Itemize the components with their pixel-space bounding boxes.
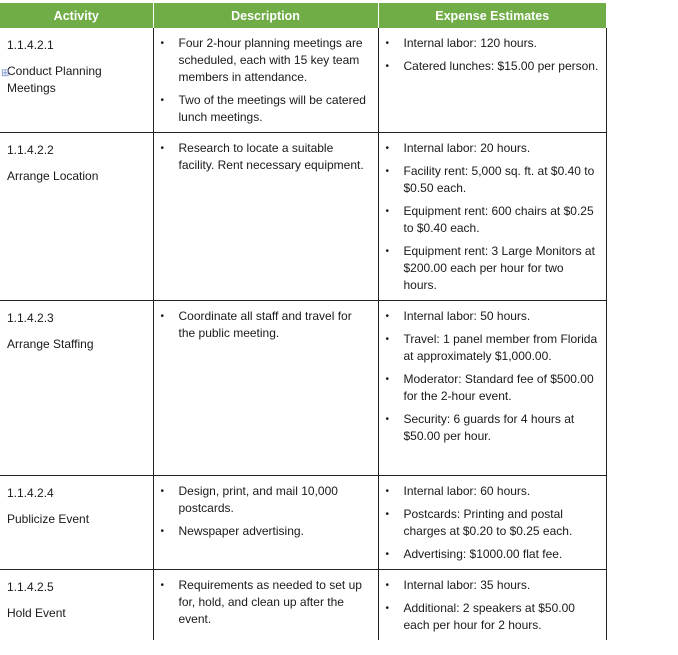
activity-code: 1.1.4.2.5 <box>7 580 54 594</box>
bullet-dot-icon: • <box>385 374 390 385</box>
description-item <box>154 483 372 517</box>
header-expense-estimates: Expense Estimates <box>378 3 606 28</box>
activity-name: Publicize Event <box>7 512 90 526</box>
description-cell-list <box>154 133 378 174</box>
activity-code: 1.1.4.2.2 <box>7 143 54 157</box>
expense-cell-list <box>379 28 606 75</box>
expense-item-text: Internal labor: 60 hours. <box>403 484 531 498</box>
description-cell <box>153 133 378 301</box>
expense-item <box>379 546 600 563</box>
expense-item-text: Facility rent: 5,000 sq. ft. at $0.40 to $0.50 each. <box>403 164 595 195</box>
description-cell <box>153 570 378 641</box>
bullet-dot-icon: • <box>385 334 390 345</box>
activity-code: 1.1.4.2.1 <box>7 38 54 52</box>
bullet-dot-icon: • <box>160 143 165 154</box>
expense-item-text: Travel: 1 panel member from Florida at approximately $1,000.00. <box>403 332 598 363</box>
description-cell-list <box>154 476 378 540</box>
description-item <box>154 308 372 342</box>
header-activity: Activity <box>0 3 153 28</box>
expense-cell <box>378 301 606 476</box>
expense-cell <box>378 570 606 641</box>
description-item-text: Four 2-hour planning meetings are scheduled, each with 15 key team members in attendance. <box>178 36 363 84</box>
description-cell <box>153 28 378 133</box>
description-item-text: Newspaper advertising. <box>178 524 304 538</box>
table-row <box>0 133 606 301</box>
expense-item-text: Security: 6 guards for 4 hours at $50.00 per hour. <box>403 412 575 443</box>
bullet-dot-icon: • <box>160 526 165 537</box>
table-row <box>0 570 606 641</box>
bullet-dot-icon: • <box>160 95 165 106</box>
expense-item-text: Additional: 2 speakers at $50.00 each per hour for 2 hours. <box>403 601 575 632</box>
activity-name: Arrange Staffing <box>7 337 94 351</box>
table-body <box>0 28 606 640</box>
description-item-text: Coordinate all staff and travel for the public meeting. <box>178 309 352 340</box>
activity-code: 1.1.4.2.3 <box>7 311 54 325</box>
activity-cell <box>0 28 153 133</box>
expense-item <box>379 140 600 157</box>
expense-item <box>379 308 600 325</box>
expense-table <box>0 3 607 640</box>
table-anchor-icon[interactable]: ⊞ <box>1 68 10 79</box>
expense-item-text: Internal labor: 50 hours. <box>403 309 531 323</box>
expense-item <box>379 411 600 445</box>
bullet-dot-icon: • <box>385 166 390 177</box>
expense-item <box>379 58 600 75</box>
bullet-dot-icon: • <box>385 311 390 322</box>
description-item-text: Requirements as needed to set up for, hold, and clean up after the event. <box>178 578 362 626</box>
bullet-dot-icon: • <box>385 61 390 72</box>
bullet-dot-icon: • <box>385 143 390 154</box>
expense-item <box>379 483 600 500</box>
expense-item-text: Equipment rent: 3 Large Monitors at $200.00 each per hour for two hours. <box>403 244 595 292</box>
bullet-dot-icon: • <box>160 38 165 49</box>
activity-cell <box>0 301 153 476</box>
expense-cell <box>378 476 606 570</box>
description-item <box>154 523 372 540</box>
activity-cell <box>0 133 153 301</box>
header-description: Description <box>153 3 378 28</box>
expense-item <box>379 577 600 594</box>
expense-item <box>379 163 600 197</box>
activity-name: Conduct Planning Meetings <box>7 64 102 95</box>
description-cell <box>153 301 378 476</box>
expense-item <box>379 35 600 52</box>
description-cell-list <box>154 28 378 126</box>
expense-cell-list <box>379 570 606 634</box>
table-header-row <box>0 3 606 28</box>
bullet-dot-icon: • <box>385 549 390 560</box>
bullet-dot-icon: • <box>160 311 165 322</box>
bullet-dot-icon: • <box>385 246 390 257</box>
description-item-text: Two of the meetings will be catered lunch meetings. <box>178 93 366 124</box>
expense-cell <box>378 28 606 133</box>
bullet-dot-icon: • <box>160 580 165 591</box>
expense-item-text: Internal labor: 20 hours. <box>403 141 531 155</box>
table-row <box>0 476 606 570</box>
expense-item-text: Internal labor: 35 hours. <box>403 578 531 592</box>
bullet-dot-icon: • <box>385 206 390 217</box>
expense-item <box>379 331 600 365</box>
expense-item-text: Equipment rent: 600 chairs at $0.25 to $0.40 each. <box>403 204 594 235</box>
expense-item <box>379 243 600 294</box>
description-cell-list <box>154 301 378 342</box>
description-item <box>154 577 372 628</box>
bullet-dot-icon: • <box>385 580 390 591</box>
expense-item-text: Catered lunches: $15.00 per person. <box>403 59 599 73</box>
description-item-text: Research to locate a suitable facility. Rent necessary equipment. <box>178 141 364 172</box>
activity-code: 1.1.4.2.4 <box>7 486 54 500</box>
bullet-dot-icon: • <box>160 486 165 497</box>
expense-item-text: Internal labor: 120 hours. <box>403 36 537 50</box>
activity-name: Arrange Location <box>7 169 99 183</box>
description-cell-list <box>154 570 378 628</box>
activity-cell <box>0 570 153 641</box>
expense-item <box>379 371 600 405</box>
activity-cell <box>0 476 153 570</box>
bullet-dot-icon: • <box>385 486 390 497</box>
table-row <box>0 28 606 133</box>
table-row <box>0 301 606 476</box>
bullet-dot-icon: • <box>385 414 390 425</box>
description-item <box>154 35 372 86</box>
expense-table-container <box>0 3 606 640</box>
description-item <box>154 92 372 126</box>
description-cell <box>153 476 378 570</box>
expense-cell <box>378 133 606 301</box>
expense-item-text: Moderator: Standard fee of $500.00 for the 2-hour event. <box>403 372 594 403</box>
expense-cell-list <box>379 133 606 294</box>
bullet-dot-icon: • <box>385 603 390 614</box>
description-item <box>154 140 372 174</box>
expense-cell-list <box>379 301 606 445</box>
expense-cell-list <box>379 476 606 563</box>
expense-item <box>379 203 600 237</box>
bullet-dot-icon: • <box>385 38 390 49</box>
activity-name: Hold Event <box>7 606 66 620</box>
expense-item-text: Advertising: $1000.00 flat fee. <box>403 547 563 561</box>
bullet-dot-icon: • <box>385 509 390 520</box>
description-item-text: Design, print, and mail 10,000 postcards. <box>178 484 338 515</box>
expense-item <box>379 600 600 634</box>
expense-item <box>379 506 600 540</box>
expense-item-text: Postcards: Printing and postal charges at $0.20 to $0.25 each. <box>403 507 573 538</box>
